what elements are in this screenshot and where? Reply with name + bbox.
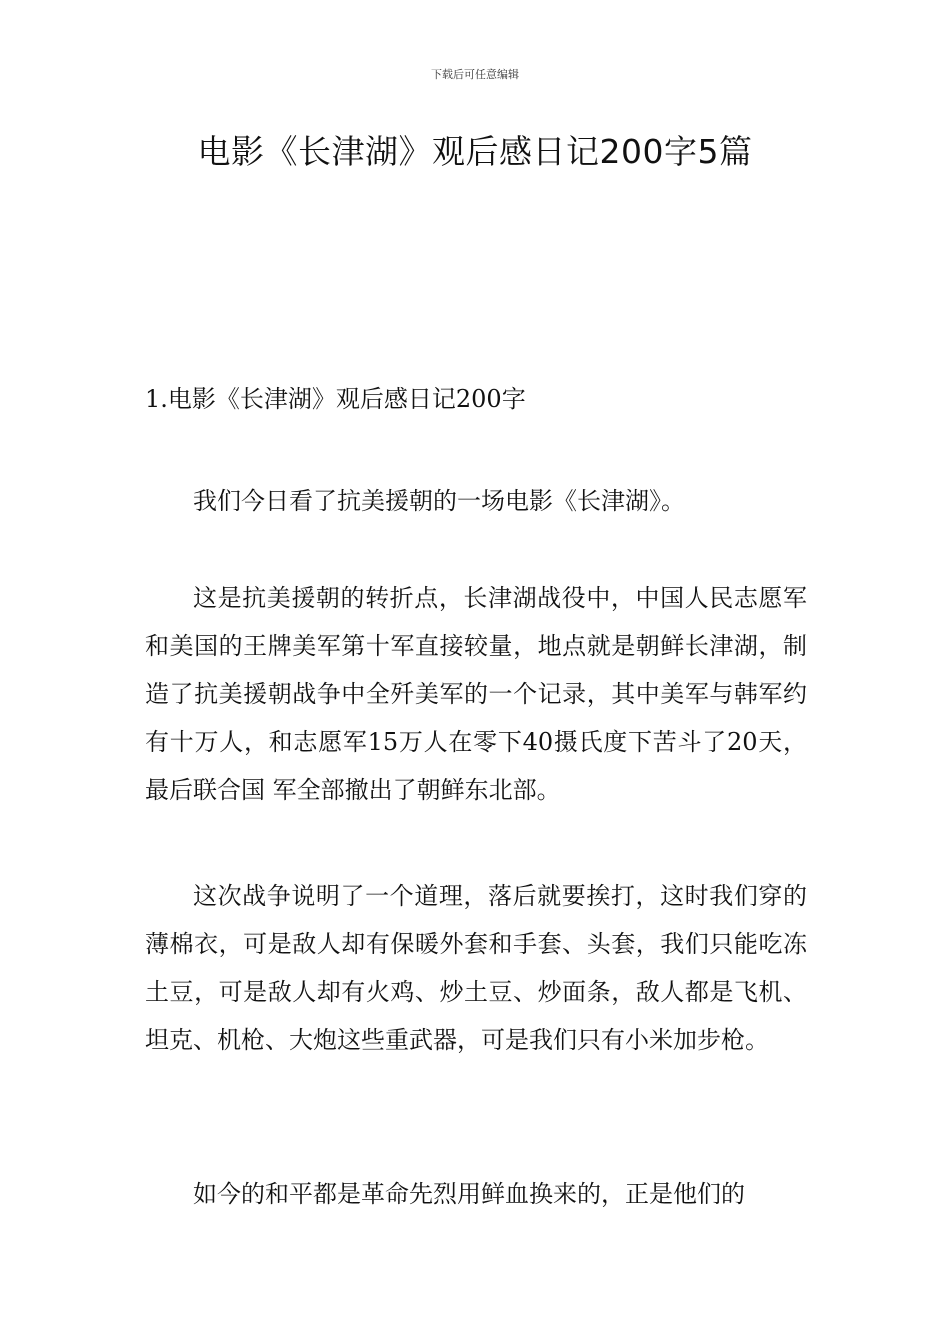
paragraph-1: 我们今日看了抗美援朝的一场电影《长津湖》。: [193, 487, 685, 515]
section-heading: 1.电影《长津湖》观后感日记200字: [145, 385, 526, 413]
paragraph-4: 如今的和平都是革命先烈用鲜血换来的，正是他们的: [193, 1180, 745, 1208]
paragraph-3: 这次战争说明了一个道理，落后就要挨打，这时我们穿的薄棉衣，可是敌人却有保暖外套和手套、头套，我们只能吃冻土豆，可是敌人却有火鸡、炒土豆、炒面条，敌人都是飞机、坦克、机枪、大炮这些重武器，可是我们只有小米加步枪。: [145, 882, 807, 1054]
header-note: 下载后可任意编辑: [431, 68, 519, 81]
paragraph-2: 这是抗美援朝的转折点，长津湖战役中，中国人民志愿军和美国的王牌美军第十军直接较量，地点就是朝鲜长津湖，制造了抗美援朝战争中全歼美军的一个记录，其中美军与韩军约有十万人，和志愿军15万人在零下40摄氏度下苦斗了20天，最后联合国 军全部撤出了朝鲜东北部。: [145, 584, 807, 804]
document-title: 电影《长津湖》观后感日记200字5篇: [197, 132, 753, 171]
